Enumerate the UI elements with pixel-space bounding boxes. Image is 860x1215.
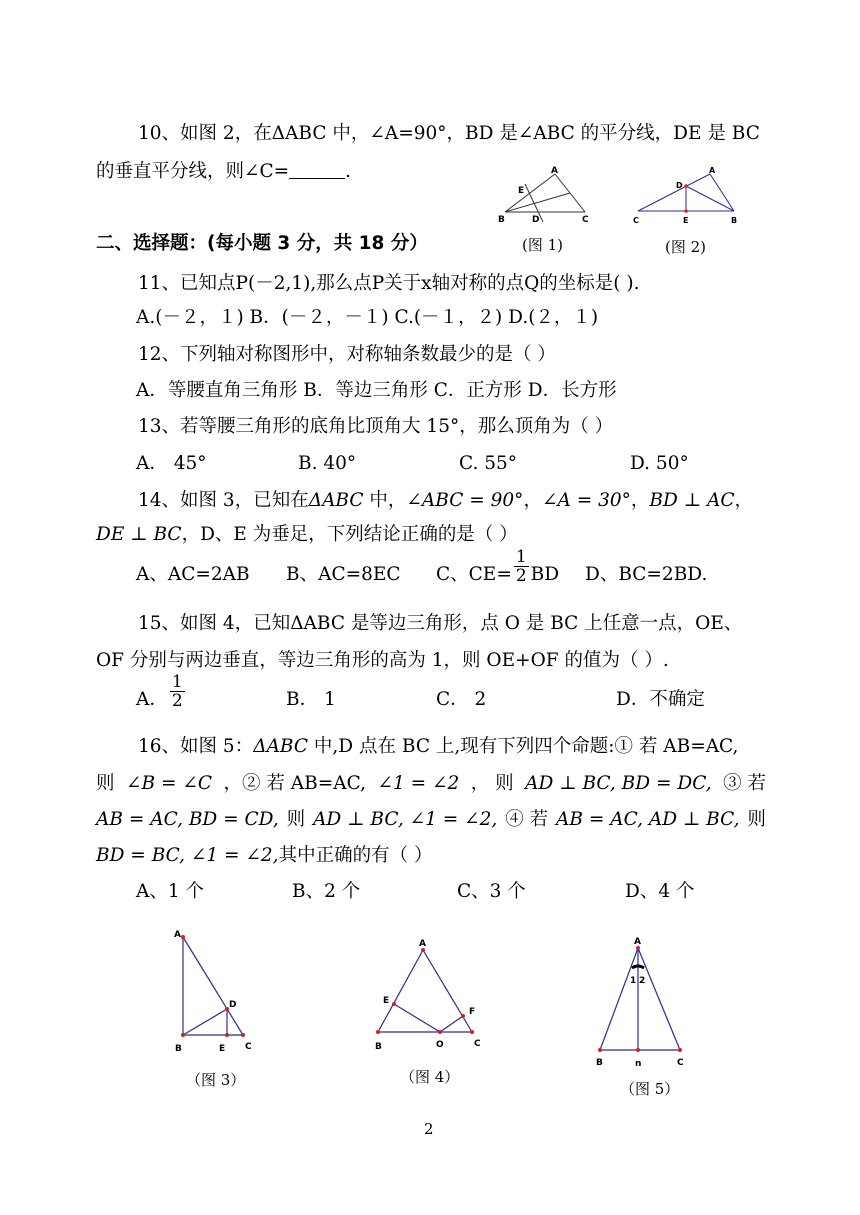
q16-concl2: AD ⊥ BC, BD = DC, <box>525 773 712 794</box>
q16-line4 <box>96 844 432 868</box>
fig4-label-o: O <box>436 1040 444 1050</box>
q15-line2: OF 分别与两边垂直，等边三角形的高为 1，则 OE+OF 的值为（ ）. <box>96 650 669 671</box>
fig2-label-d: D <box>676 181 683 190</box>
q14-opt-c-text: C、CE= <box>436 564 512 585</box>
q13-stem: 13、若等腰三角形的底角比顶角大 15°，那么顶角为（ ） <box>138 416 614 437</box>
fig1-label-e: E <box>518 186 525 196</box>
fig5-label-a: A <box>634 937 641 947</box>
fig2-label-e: E <box>683 216 689 225</box>
q15-opt-a-text: A． <box>136 689 168 710</box>
figure-3 <box>165 925 265 1055</box>
q14-line2 <box>96 523 518 547</box>
q15-opt-c: C． 2 <box>436 689 487 710</box>
fig3-caption: （图 3） <box>186 1071 246 1089</box>
figure-4 <box>368 932 493 1057</box>
q16-then4: 则 <box>747 809 766 830</box>
fig1-caption: (图 1) <box>522 236 564 254</box>
q14-triangle: ΔABC <box>308 490 364 511</box>
q12-stem: 12、下列轴对称图形中，对称轴条数最少的是（ ） <box>138 344 556 365</box>
fraction-den: 2 <box>171 690 183 711</box>
q16-cond3: AB = AC, BD = CD, <box>96 809 279 830</box>
q15-opt-d: D．不确定 <box>616 689 705 710</box>
fig4-label-c: C <box>474 1039 481 1049</box>
fig3-label-b: B <box>175 1044 182 1054</box>
q14-bd-perp: BD ⊥ AC <box>649 490 735 511</box>
fig5-caption: （图 5） <box>620 1080 680 1098</box>
fraction-den: 2 <box>515 565 527 586</box>
q15-opt-b: B． 1 <box>286 689 336 710</box>
q11-options: A.(－２，１) B．(－２，－１) C.(－１，２) D.(２，１) <box>136 307 599 328</box>
q16-text-a: 16、如图 5： <box>138 736 254 757</box>
q14-text-a: 14、如图 3，已知在 <box>138 490 309 511</box>
q16-text-c: 中,D 点在 BC 上,现有下列四个命题:① 若 AB=AC, <box>308 736 739 757</box>
q16-concl4: BD = BC, ∠1 = ∠2, <box>96 845 279 866</box>
q16-prop2: ，② 若 AB=AC, <box>223 773 366 794</box>
figure-5 <box>588 932 688 1072</box>
q16-then3: 则 <box>286 809 306 830</box>
q16-angle12: ∠1 = ∠2 <box>377 773 460 794</box>
q16-angle-eq: ∠B = ∠C <box>126 773 213 794</box>
fig2-caption: (图 2) <box>665 238 707 256</box>
q16-line2 <box>96 772 766 796</box>
q14-text-c: 中， <box>363 490 407 511</box>
fig4-label-f: F <box>469 1007 476 1017</box>
q14-de-perp: DE ⊥ BC <box>96 524 182 545</box>
q10-line2 <box>96 160 351 184</box>
q15-opt-a <box>136 671 187 712</box>
fig5-label-1: 1 <box>630 976 637 986</box>
fig3-label-a: A <box>174 930 181 940</box>
q10-line1: 10、如图 2，在ΔABC 中，∠A=90°，BD 是∠ABC 的平分线，DE 是 BC <box>138 123 760 144</box>
q14-opt-c <box>436 546 560 587</box>
q16-line1 <box>138 735 738 759</box>
q14-opt-d: D、BC=2BD. <box>585 564 708 585</box>
q13-opt-a: A． 45° <box>136 453 207 474</box>
q12-options: A．等腰直角三角形 B．等边三角形 C．正方形 D．长方形 <box>136 380 617 401</box>
fraction-num: 1 <box>171 671 183 692</box>
page-number: 2 <box>424 1120 434 1138</box>
fig4-caption: （图 4） <box>400 1068 460 1086</box>
fig5-label-b: B <box>596 1058 603 1068</box>
q13-opt-d: D. 50° <box>630 453 689 474</box>
q16-opt-d: D、4 个 <box>625 881 695 902</box>
figure-2 <box>630 164 750 228</box>
answer-blank <box>289 160 345 179</box>
fig4-label-b: B <box>375 1042 382 1052</box>
fraction-num: 1 <box>515 546 527 567</box>
q14-angle-a: ∠A = 30° <box>541 490 631 511</box>
q16-cond4: AB = AC, AD ⊥ BC, <box>556 809 740 830</box>
q10-period: . <box>345 161 352 182</box>
fig5-label-c: C <box>677 1058 684 1068</box>
q16-opt-c: C、3 个 <box>457 881 526 902</box>
q16-opt-b: B、2 个 <box>292 881 361 902</box>
fig1-label-a: A <box>551 166 558 176</box>
fraction-half <box>170 673 185 710</box>
q11-stem: 11、已知点P(－2,1),那么点P关于x轴对称的点Q的坐标是( ). <box>138 273 640 294</box>
fig1-label-d: D <box>532 215 540 225</box>
q16-then1: 则 <box>96 773 115 794</box>
fig2-label-c: C <box>633 216 639 225</box>
q14-opt-b: B、AC=8EC <box>286 564 401 585</box>
q14-comma1: ， <box>523 490 542 511</box>
q16-line3 <box>96 808 766 832</box>
q16-concl3: AD ⊥ BC, ∠1 = ∠2, <box>313 809 498 830</box>
fig2-label-a: A <box>709 166 716 175</box>
fig5-label-n: n <box>635 1059 642 1069</box>
q14-comma3: ， <box>734 490 754 511</box>
q16-prop3: ③ 若 <box>723 773 766 794</box>
q14-angle-abc: ∠ABC = 90° <box>406 490 524 511</box>
fig4-label-e: E <box>383 996 390 1006</box>
q16-tail: 其中正确的有（ ） <box>278 845 433 866</box>
fig5-label-2: 2 <box>639 976 646 986</box>
fraction-half <box>514 548 529 585</box>
q13-opt-b: B. 40° <box>298 453 357 474</box>
fig3-label-d: D <box>229 1000 237 1010</box>
q14-text-b: ，D、E 为垂足，下列结论正确的是（ ） <box>181 524 518 545</box>
fig2-label-b: B <box>731 216 738 225</box>
fig1-label-c: C <box>582 215 589 225</box>
q15-line1: 15、如图 4，已知ΔABC 是等边三角形，点 O 是 BC 上任意一点，OE、 <box>138 613 743 634</box>
q13-opt-c: C. 55° <box>459 453 518 474</box>
q14-opt-c-tail: BD <box>530 564 560 585</box>
q16-then2: ， 则 <box>470 773 514 794</box>
fig1-label-b: B <box>498 215 505 225</box>
fig4-label-a: A <box>419 939 426 949</box>
q16-opt-a: A、1 个 <box>136 881 205 902</box>
q14-comma2: ， <box>630 490 650 511</box>
q10-line2-text: 的垂直平分线，则∠C= <box>96 161 290 182</box>
q14-line1 <box>138 489 753 513</box>
fig3-label-c: C <box>245 1042 252 1052</box>
section-heading: 二、选择题：(每小题 3 分，共 18 分） <box>96 233 428 254</box>
fig3-label-e: E <box>219 1044 226 1054</box>
figure-1 <box>495 164 605 226</box>
q14-opt-a: A、AC=2AB <box>136 564 250 585</box>
q16-triangle: ΔABC <box>253 736 309 757</box>
q16-prop4: ④ 若 <box>505 809 549 830</box>
